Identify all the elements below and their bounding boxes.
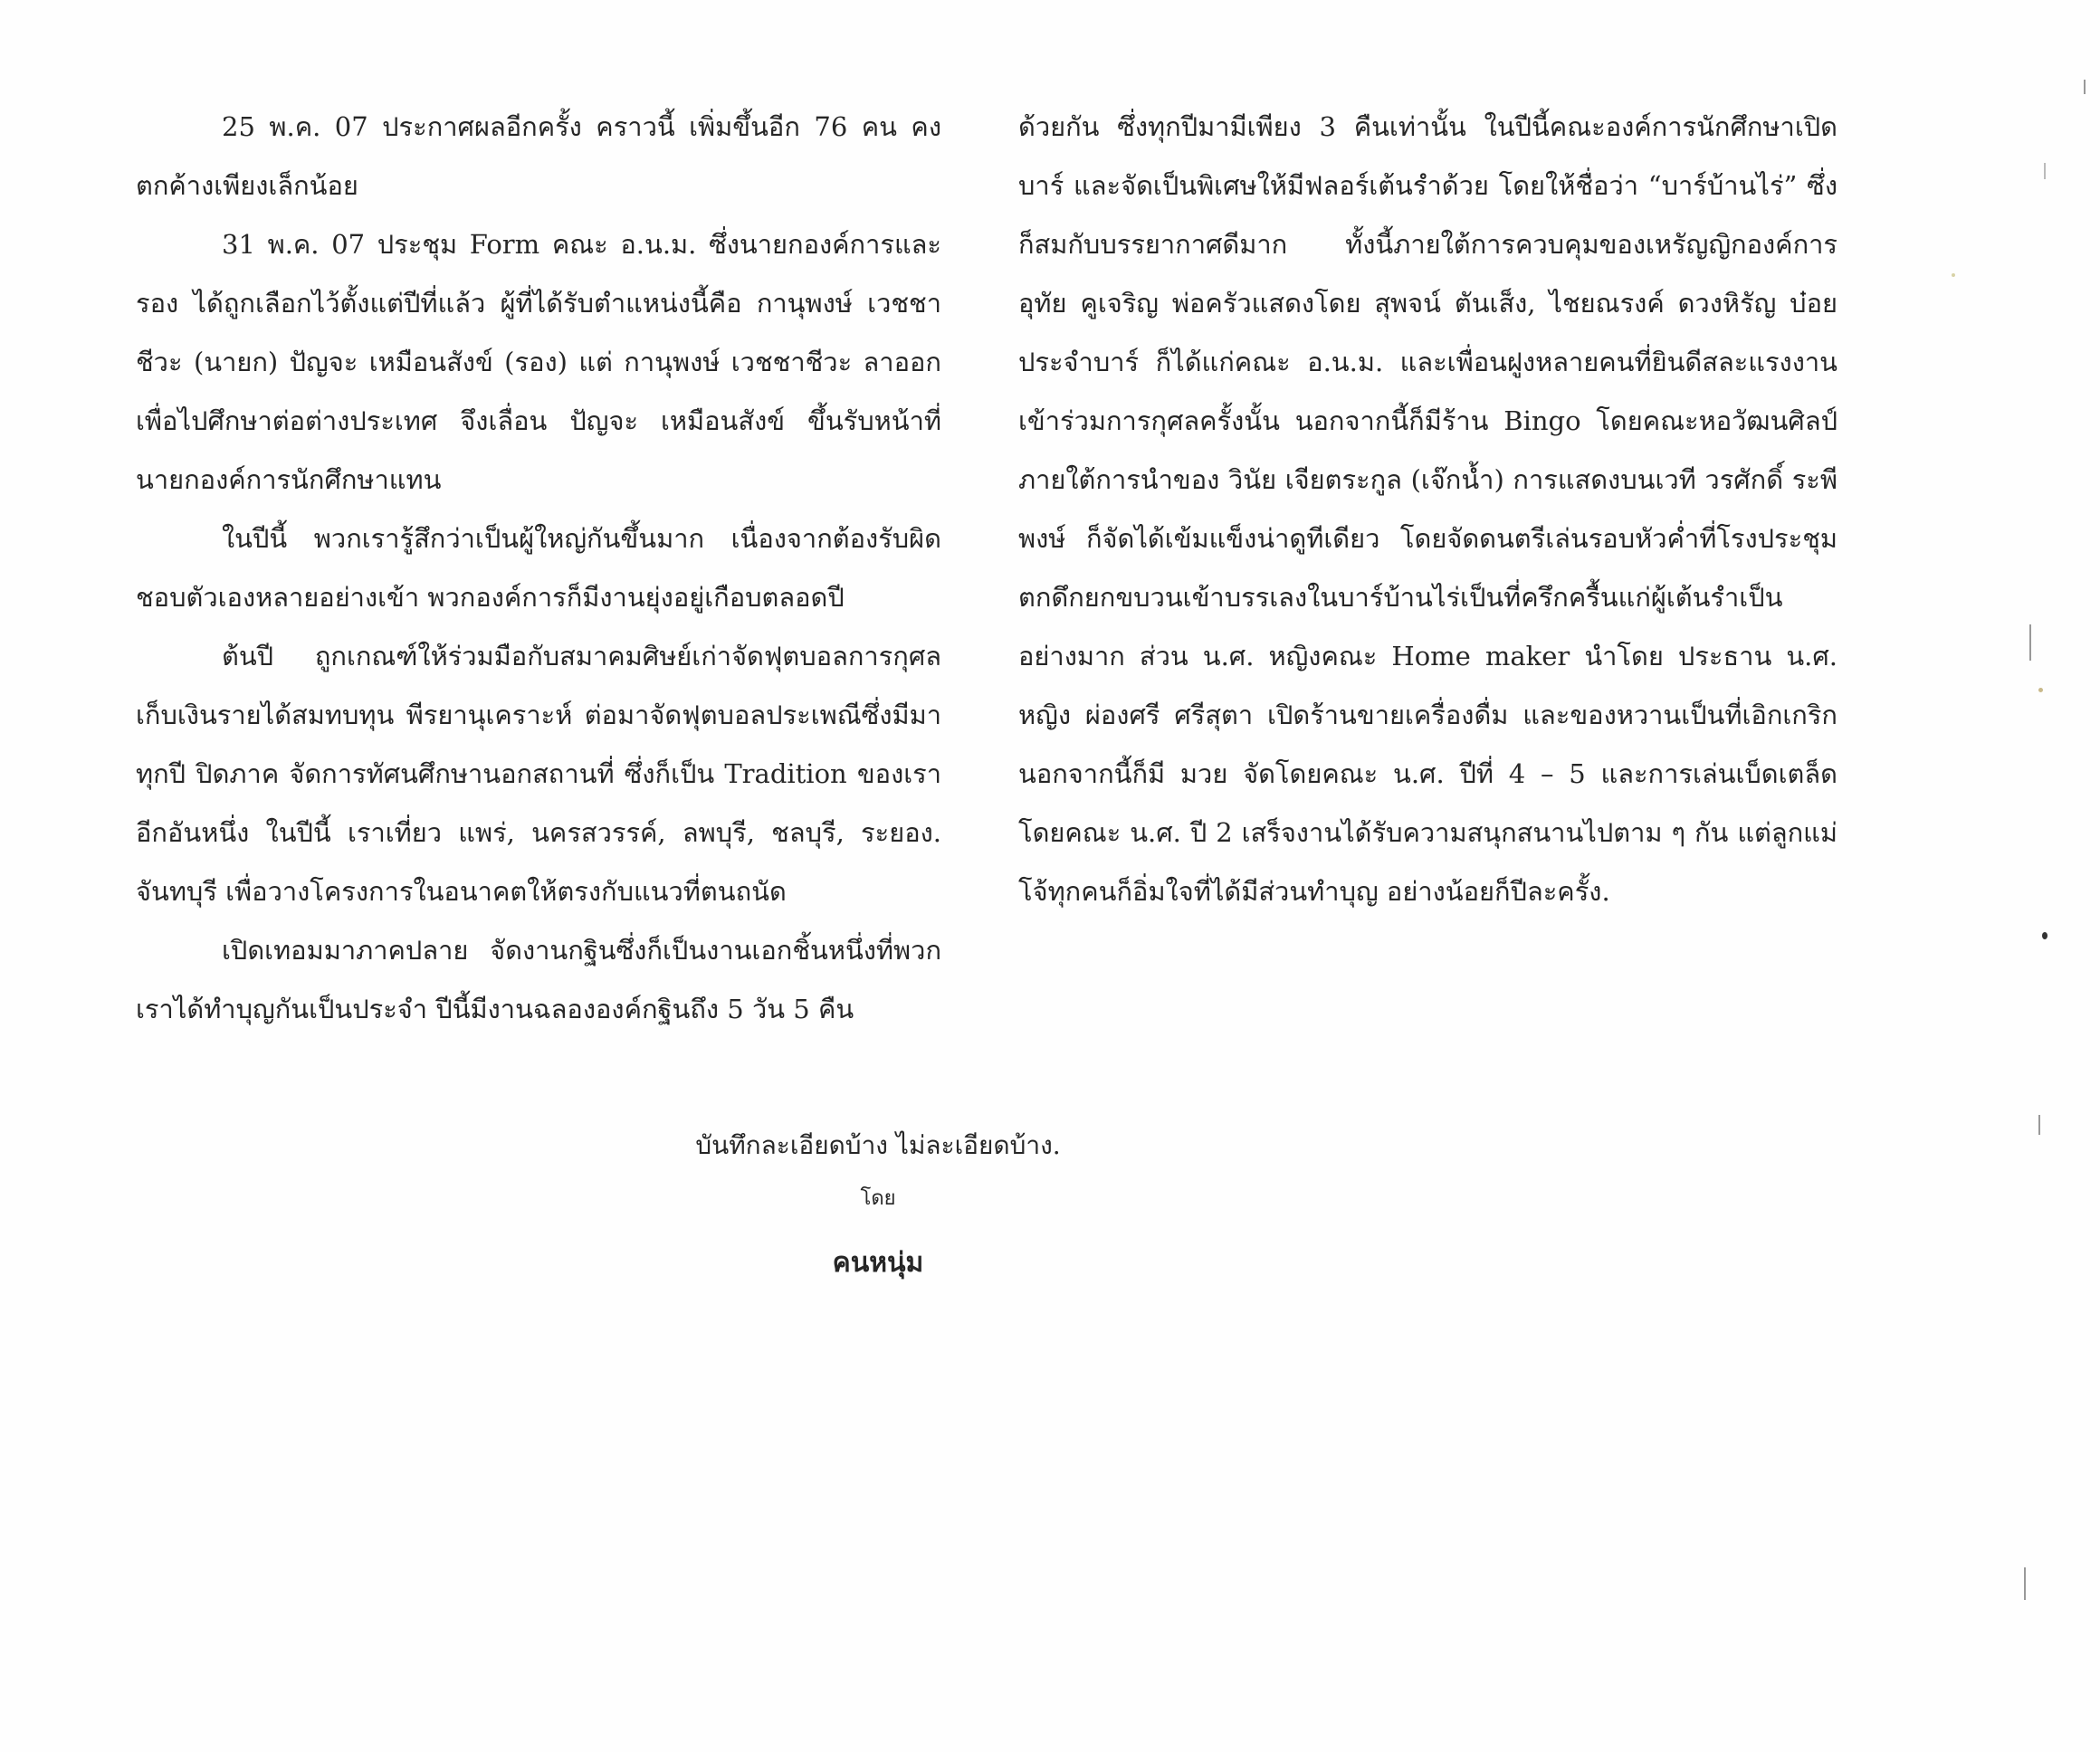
scan-artifact [2024,1567,2026,1600]
footer-author: คนหนุ่ม [832,1247,924,1279]
scan-artifact [2044,163,2046,179]
footer-by-label: โดย [860,1187,896,1210]
scan-artifact [2084,80,2086,94]
paragraph-start-of-year: ต้นปี ถูกเกณฑ์ให้ร่วมมือกับสมาคมศิษย์เก่าจัดฟุตบอลการกุศล เก็บเงินรายได้สมทบทุน พีรยานุเคราะห์ ต่อมาจัดฟุตบอลประเพณีซึ่งมีมาทุกปี ปิดภาค จัดการทัศนศึกษานอกสถานที่ ซึ่งก็เป็น Tradition ของเราอีกอันหนึ่ง ในปีนี้ เราเที่ยว แพร่, นครสวรรค์, ลพบุรี, ชลบุรี, ระยอง. จันทบุรี เพื่อวางโครงการในอนาคตให้ตรงกับแนวที่ตนถนัด [136,641,941,907]
paragraph-late-term: เปิดเทอมมาภาคปลาย จัดงานกฐินซึ่งก็เป็นงานเอกชิ้นหนึ่งที่พวกเราได้ทำบุญกันเป็นประจำ ปีนี้มีงานฉลององค์กฐินถึง 5 วัน 5 คืน [136,935,941,1024]
scan-artifact [1952,273,1955,277]
scan-artifact [2029,624,2031,661]
footer-note: บันทึกละเอียดบ้าง ไม่ละเอียดบ้าง. [695,1130,1061,1160]
scan-artifact [2038,1115,2040,1135]
right-column [1018,98,1838,921]
paragraph-festival-continued: ด้วยกัน ซึ่งทุกปีมามีเพียง 3 คืนเท่านั้น ในปีนี้คณะองค์การนักศึกษาเปิดบาร์ และจัดเป็นพิเศษให้มีฟลอร์เต้นรำด้วย โดยให้ชื่อว่า “บาร์บ้านไร่” ซึ่งก็สมกับบรรยากาศดีมาก ทั้งนี้ภายใต้การควบคุมของเหรัญญิกองค์การ อุทัย คูเจริญ พ่อครัวแสดงโดย สุพจน์ ตันเส็ง, ไชยณรงค์ ดวงหิรัญ บ๋อยประจำบาร์ ก็ได้แก่คณะ อ.น.ม. และเพื่อนฝูงหลายคนที่ยินดีสละแรงงานเข้าร่วมการกุศลครั้งนั้น นอกจากนี้ก็มีร้าน Bingo โดยคณะหอวัฒนศิลป์ ภายใต้การนำของ วินัย เจียตระกูล (เจ๊กน้ำ) การแสดงบนเวที วรศักดิ์ ระพีพงษ์ ก็จัดได้เข้มแข็งน่าดูทีเดียว โดยจัดดนตรีเล่นรอบหัวค่ำที่โรงประชุม ตกดึกยกขบวนเข้าบรรเลงในบาร์บ้านไร่เป็นที่ครึกครื้นแก่ผู้เต้นรำเป็นอย่างมาก ส่วน น.ศ. หญิงคณะ Home maker นำโดย ประธาน น.ศ. หญิง ผ่องศรี ศรีสุตา เปิดร้านขายเครื่องดื่ม และของหวานเป็นที่เอิกเกริก นอกจากนี้ก็มี มวย จัดโดยคณะ น.ศ. ปีที่ 4 – 5 และการเล่นเบ็ดเตล็ด โดยคณะ น.ศ. ปี 2 เสร็จงานได้รับความสนุกสนานไปตาม ๆ กัน แต่ลูกแม่โจ้ทุกคนก็อิ่มใจที่ได้มีส่วนทำบุญ อย่างน้อยก็ปีละครั้ง. [1018,111,1838,907]
paragraph-meeting: 31 พ.ค. 07 ประชุม Form คณะ อ.น.ม. ซึ่งนายกองค์การและรอง ได้ถูกเลือกไว้ตั้งแต่ปีที่แล้ว ผู้ที่ได้รับตำแหน่งนี้คือ กานุพงษ์ เวชชาชีวะ (นายก) ปัญจะ เหมือนสังข์ (รอง) แต่ กานุพงษ์ เวชชาชีวะ ลาออก เพื่อไปศึกษาต่อต่างประเทศ จึงเลื่อน ปัญจะ เหมือนสังข์ ขึ้นรับหน้าที่ นายกองค์การนักศึกษาแทน [136,229,941,495]
scan-artifact [2042,932,2048,939]
scan-artifact [2038,688,2043,692]
left-column [136,98,941,1039]
paragraph-announcement: 25 พ.ค. 07 ประกาศผลอีกครั้ง คราวนี้ เพิ่มขึ้นอีก 76 คน คงตกค้างเพียงเล็กน้อย [136,111,941,201]
paragraph-this-year: ในปีนี้ พวกเรารู้สึกว่าเป็นผู้ใหญ่กันขึ้นมาก เนื่องจากต้องรับผิดชอบตัวเองหลายอย่างเข้า พวกองค์การก็มีงานยุ่งอยู่เกือบตลอดปี [136,523,941,613]
